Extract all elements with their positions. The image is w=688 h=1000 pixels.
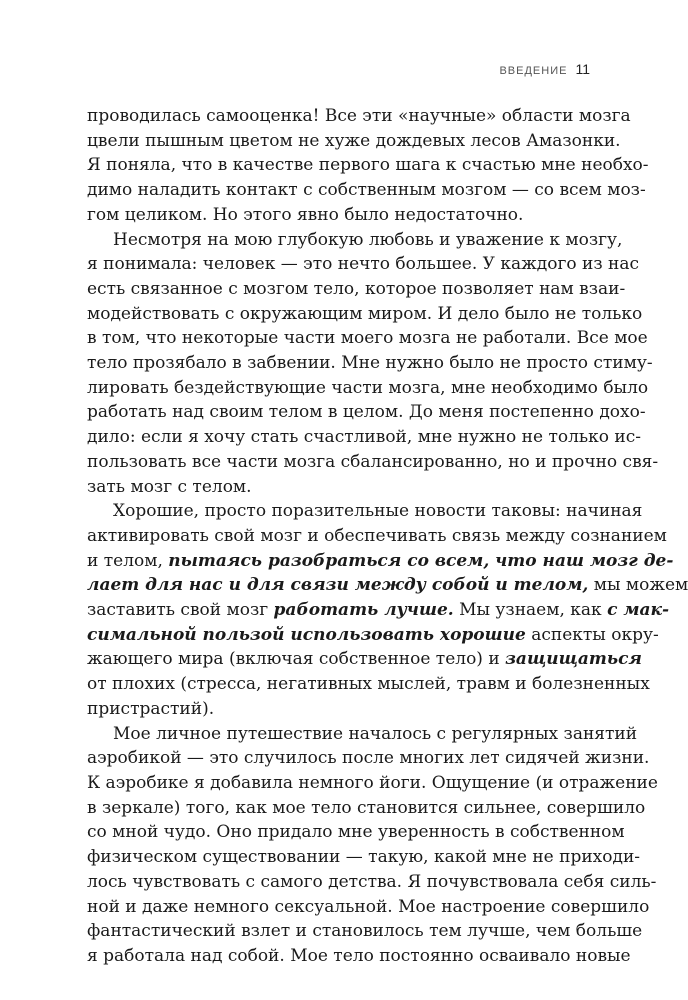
text-line [87, 153, 649, 178]
text-segment: Несмотря на мою глубокую любовь и уважение к мозгу, [113, 229, 623, 250]
text-segment: я работала над собой. Мое тело постоянно осваивало новые [87, 945, 631, 966]
text-line [87, 524, 667, 549]
emphasis-text: пытаясь разобраться со всем, что наш мозг де- [168, 550, 674, 571]
text-line [87, 697, 590, 722]
text-line [87, 820, 625, 845]
paragraph [87, 499, 688, 721]
text-segment: гом целиком. Но этого явно было недостаточно. [87, 204, 524, 225]
text-line [87, 598, 670, 623]
text-line [87, 647, 642, 672]
text-segment: лось чувствовать с самого детства. Я почувствовала себя силь- [87, 871, 657, 892]
text-line [87, 252, 640, 277]
text-line [87, 895, 650, 920]
text-line [87, 326, 648, 351]
text-segment: ной и даже немного сексуальной. Мое настроение совершило [87, 896, 650, 917]
text-segment: димо наладить контакт с собственным мозгом — со всем моз- [87, 180, 646, 201]
emphasis-text: защищаться [505, 649, 642, 670]
text-segment: Мы узнаем, как [453, 600, 608, 621]
emphasis-text: с мак- [607, 600, 670, 621]
text-segment: фантастический взлет и становилось тем лучше, чем больше [87, 921, 643, 942]
text-line [87, 228, 623, 253]
text-line [87, 351, 653, 376]
text-segment: аэробикой — это случилось после многих лет сидячей жизни. [87, 748, 650, 769]
emphasis-text: работать лучше. [273, 600, 454, 621]
running-head [0, 61, 590, 79]
text-segment: тело прозябало в забвении. Мне нужно было не просто стиму- [87, 353, 653, 374]
text-segment: мы можем [588, 575, 688, 596]
text-segment: и телом, [87, 550, 169, 571]
text-line [87, 475, 590, 500]
text-segment: пристрастий). [87, 698, 215, 719]
text-line [87, 400, 646, 425]
text-line [87, 623, 659, 648]
text-line [87, 104, 631, 129]
text-line [87, 870, 657, 895]
text-line [87, 672, 650, 697]
text-line [87, 845, 641, 870]
text-line [87, 178, 646, 203]
text-line [87, 376, 649, 401]
section-title: ВВЕДЕНИЕ [499, 65, 568, 77]
text-segment: К аэробике я добавила немного йоги. Ощущение (и отражение [87, 772, 658, 793]
text-segment: есть связанное с мозгом тело, которое позволяет нам взаи- [87, 278, 626, 299]
body-text [87, 104, 688, 969]
text-line [87, 277, 626, 302]
text-line [87, 129, 621, 154]
text-segment: Я поняла, что в качестве первого шага к счастью мне необхо- [87, 155, 649, 176]
text-segment: зать мозг с телом. [87, 476, 252, 497]
text-segment: со мной чудо. Оно придало мне уверенность в собственном [87, 822, 625, 843]
text-segment: в том, что некоторые части моего мозга не работали. Все мое [87, 328, 648, 349]
text-segment: модействовать с окружающим миром. И дело было не только [87, 303, 643, 324]
emphasis-text: лает для нас и для связи между собой и телом, [87, 575, 589, 596]
text-segment: лировать бездействующие части мозга, мне необходимо было [87, 377, 649, 398]
paragraph [87, 104, 649, 228]
text-line [87, 573, 688, 598]
text-segment: цвели пышным цветом не хуже дождевых лесов Амазонки. [87, 130, 621, 151]
text-line [87, 796, 646, 821]
paragraph [87, 228, 659, 500]
text-segment: жающего мира (включая собственное тело) и [87, 649, 506, 670]
text-segment: работать над своим телом в целом. До меня постепенно дохо- [87, 402, 646, 423]
text-line [87, 549, 674, 574]
text-line [87, 499, 643, 524]
text-line [87, 203, 590, 228]
text-segment: заставить свой мозг [87, 600, 274, 621]
page-number: 11 [575, 61, 590, 77]
text-segment: аспекты окру- [525, 624, 659, 645]
text-line [87, 746, 650, 771]
emphasis-text: симальной пользой использовать хорошие [87, 624, 526, 645]
text-segment: Хорошие, просто поразительные новости таковы: начиная [113, 501, 643, 522]
paragraph [87, 722, 658, 969]
text-line [87, 771, 658, 796]
text-line [87, 944, 631, 969]
text-segment: проводилась самооценка! Все эти «научные» области мозга [87, 106, 631, 126]
text-segment: в зеркале) того, как мое тело становится сильнее, совершило [87, 797, 646, 818]
text-line [87, 722, 638, 747]
text-segment: пользовать все части мозга сбалансированно, но и прочно свя- [87, 451, 659, 472]
text-segment: дило: если я хочу стать счастливой, мне нужно не только ис- [87, 427, 642, 448]
text-line [87, 450, 659, 475]
text-segment: от плохих (стресса, негативных мыслей, травм и болезненных [87, 674, 650, 695]
text-segment: физическом существовании — такую, какой мне не приходи- [87, 847, 641, 868]
text-segment: я понимала: человек — это нечто большее. У каждого из нас [87, 254, 640, 275]
text-segment: Мое личное путешествие началось с регулярных занятий [113, 723, 638, 744]
text-line [87, 425, 642, 450]
text-segment: активировать свой мозг и обеспечивать связь между сознанием [87, 525, 667, 546]
text-line [87, 919, 643, 944]
text-line [87, 302, 643, 327]
